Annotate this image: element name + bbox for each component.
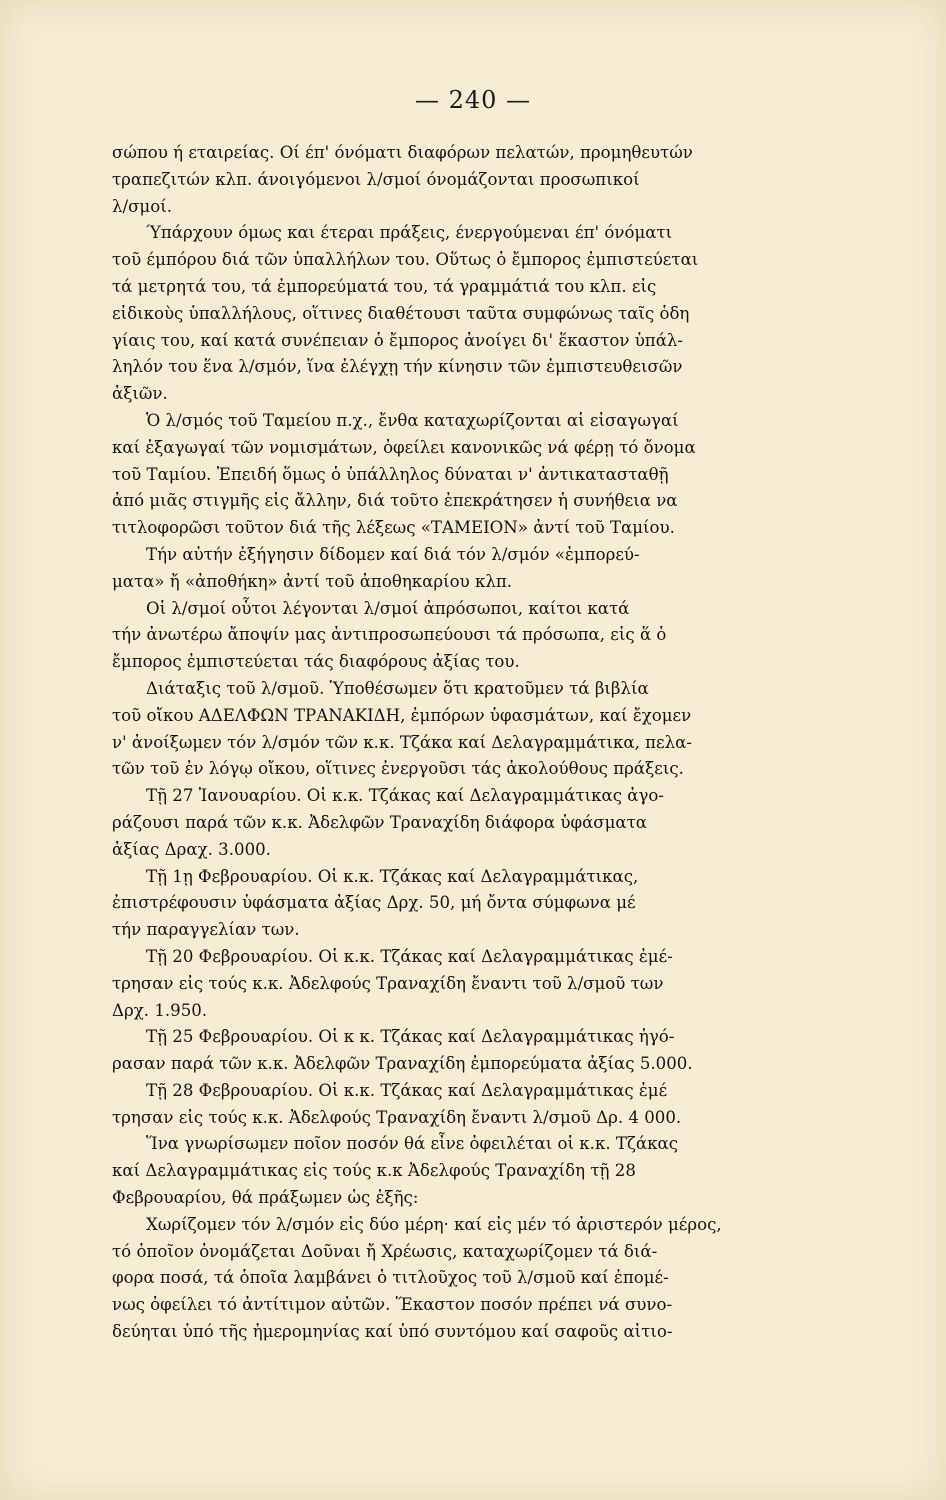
text-line: δεύηται ὑπό τῆς ἡμερομηνίας καί ὑπό συντόμου καί σαφοῦς αἰτιο-	[112, 1322, 673, 1342]
text-line: καί Δελαγραμμάτικας εἰς τούς κ.κ Ἀδελφούς Τραναχίδη τῇ 28	[112, 1161, 636, 1181]
text-line: ράζουσι παρά τῶν κ.κ. Ἀδελφῶν Τραναχίδη διάφορα ὑφάσματα	[112, 812, 647, 832]
text-line: λ/σμοί.	[112, 196, 172, 216]
text-line: τοῦ οἴκου ΑΔΕΛΦΩΝ ΤΡΑΝΑΚΙΔΗ, ἐμπόρων ὑφασμάτων, καί ἔχομεν	[112, 705, 692, 725]
text-line: Ἵνα γνωρίσωμεν ποῖον ποσόν θά εἶνε ὀφειλέται οἱ κ.κ. Τζάκας	[146, 1134, 679, 1154]
text-line: ἀπό μιᾶς στιγμῆς εἰς ἄλλην, διά τοῦτο ἐπεκράτησεν ἡ συνήθεια να	[112, 491, 678, 511]
text-line: τιτλοφορῶσι τοῦτον διά τῆς λέξεως «ΤΑΜΕΙΟΝ» ἀντί τοῦ Ταμίου.	[112, 518, 675, 538]
text-line: νως ὀφείλει τό ἀντίτιμον αὐτῶν. Ἕκαστον ποσόν πρέπει νά συνο-	[112, 1295, 673, 1315]
text-line: Ύπάρχουν όμως και έτεραι πράξεις, ένεργούμεναι έπ' όνόματι	[146, 223, 673, 243]
text-line: Διάταξις τοῦ λ/σμοῦ. Ὑποθέσωμεν ὅτι κρατοῦμεν τά βιβλία	[146, 678, 649, 698]
text-line: ἐπιστρέφουσιν ὑφάσματα ἀξίας Δρχ. 50, μή ὄντα σύμφωνα μέ	[112, 893, 636, 913]
text-line: Τῇ 25 Φεβρουαρίου. Οἱ κ κ. Τζάκας καί Δελαγραμμάτικας ἠγό-	[146, 1027, 675, 1047]
text-line: Τῇ 1ῃ Φεβρουαρίου. Οἱ κ.κ. Τζάκας καί Δελαγραμμάτικας,	[146, 866, 639, 886]
text-line: τήν ἀνωτέρω ἄποψίν μας ἀντιπροσωπεύουσι τά πρόσωπα, εἰς ἅ ὁ	[112, 625, 667, 645]
text-line: τό ὁποῖον ὀνομάζεται Δοῦναι ἤ Χρέωσις, καταχωρίζομεν τά διά-	[112, 1241, 658, 1261]
text-line: Τῇ 27 Ἰανουαρίου. Οἱ κ.κ. Τζάκας καί Δελαγραμμάτικας ἀγο-	[146, 786, 665, 806]
text-line: καί ἐξαγωγαί τῶν νομισμάτων, ὀφείλει κανονικῶς νά φέρῃ τό ὄνομα	[112, 437, 696, 457]
text-line: ρασαν παρά τῶν κ.κ. Ἀδελφῶν Τραναχίδη ἐμπορεύματα ἀξίας 5.000.	[112, 1054, 693, 1074]
text-line: Χωρίζομεν τόν λ/σμόν εἰς δύο μέρη· καί εἰς μέν τό ἀριστερόν μέρος,	[146, 1214, 722, 1234]
text-line: ἀξιῶν.	[112, 384, 168, 404]
text-line: φορα ποσά, τά ὁποῖα λαμβάνει ὁ τιτλοῦχος τοῦ λ/σμοῦ καί ἐπομέ-	[112, 1268, 669, 1288]
text-line: γίαις του, καί κατά συνέπειαν ὁ ἔμπορος ἀνοίγει δι' ἕκαστον ὑπάλ-	[112, 330, 684, 350]
text-line: εἰδικοὺς ὑπαλλήλους, οἵτινες διαθέτουσι ταῦτα συμφώνως ταῖς ὁδη	[112, 303, 690, 323]
text-line: Φεβρουαρίου, θά πράξωμεν ὡς ἑξῆς:	[112, 1188, 419, 1208]
text-line: τρησαν εἰς τούς κ.κ. Ἀδελφούς Τραναχίδη ἔναντι λ/σμοῦ Δρ. 4 000.	[112, 1107, 682, 1127]
text-line: Οἱ λ/σμοί οὗτοι λέγονται λ/σμοί ἀπρόσωποι, καίτοι κατά	[146, 598, 630, 618]
text-line: τραπεζιτών κλπ. άνοιγόμενοι λ/σμοί όνομάζονται προσωπικοί	[112, 169, 640, 189]
text-line: ν' ἀνοίξωμεν τόν λ/σμόν τῶν κ.κ. Τζάκα καί Δελαγραμμάτικα, πελα-	[112, 732, 692, 752]
text-line: τά μετρητά του, τά ἐμπορεύματά του, τά γραμμάτιά του κλπ. εἰς	[112, 276, 657, 296]
text-line: Ὁ λ/σμός τοῦ Ταμείου π.χ., ἔνθα καταχωρίζονται αἱ εἰσαγωγαί	[146, 410, 679, 430]
text-line: ἔμπορος ἐμπιστεύεται τάς διαφόρους ἀξίας του.	[112, 652, 520, 672]
page-body-text	[112, 140, 902, 1346]
text-line: τήν παραγγελίαν των.	[112, 920, 300, 940]
text-line: Τῇ 28 Φεβρουαρίου. Οἱ κ.κ. Τζάκας καί Δελαγραμμάτικας ἐμέ	[146, 1080, 668, 1100]
text-line: τοῦ έμπόρου διά τῶν ὑπαλλήλων του. Οὕτως ὁ ἔμπορος ἐμπιστεύεται	[112, 250, 699, 270]
text-line: ἀξίας Δραχ. 3.000.	[112, 839, 271, 859]
text-line: τοῦ Ταμίου. Ἐπειδή ὅμως ὁ ὑπάλληλος δύναται ν' ἀντικατασταθῇ	[112, 464, 669, 484]
text-line: ματα» ἤ «ἀποθήκη» ἀντί τοῦ ἀποθηκαρίου κλπ.	[112, 571, 513, 591]
text-line: Τήν αὐτήν ἐξήγησιν δίδομεν καί διά τόν λ/σμόν «ἐμπορεύ-	[146, 544, 640, 564]
text-line: τῶν τοῦ ἐν λόγῳ οἴκου, οἵτινες ἐνεργοῦσι τάς ἀκολούθους πράξεις.	[112, 759, 684, 779]
page-number: — 240 —	[414, 86, 532, 114]
text-line: τρησαν εἰς τούς κ.κ. Ἀδελφούς Τραναχίδη ἔναντι τοῦ λ/σμοῦ των	[112, 973, 664, 993]
text-line: σώπου ή εταιρείας. Οί έπ' όνόματι διαφόρων πελατών, προμηθευτών	[112, 143, 693, 162]
text-line: Δρχ. 1.950.	[112, 1000, 208, 1020]
text-line: ληλόν του ἕνα λ/σμόν, ἵνα ἐλέγχῃ τήν κίνησιν τῶν ἐμπιστευθεισῶν	[112, 357, 683, 377]
text-line: Τῇ 20 Φεβρουαρίου. Οἱ κ.κ. Τζάκας καί Δελαγραμμάτικας ἐμέ-	[146, 946, 673, 966]
